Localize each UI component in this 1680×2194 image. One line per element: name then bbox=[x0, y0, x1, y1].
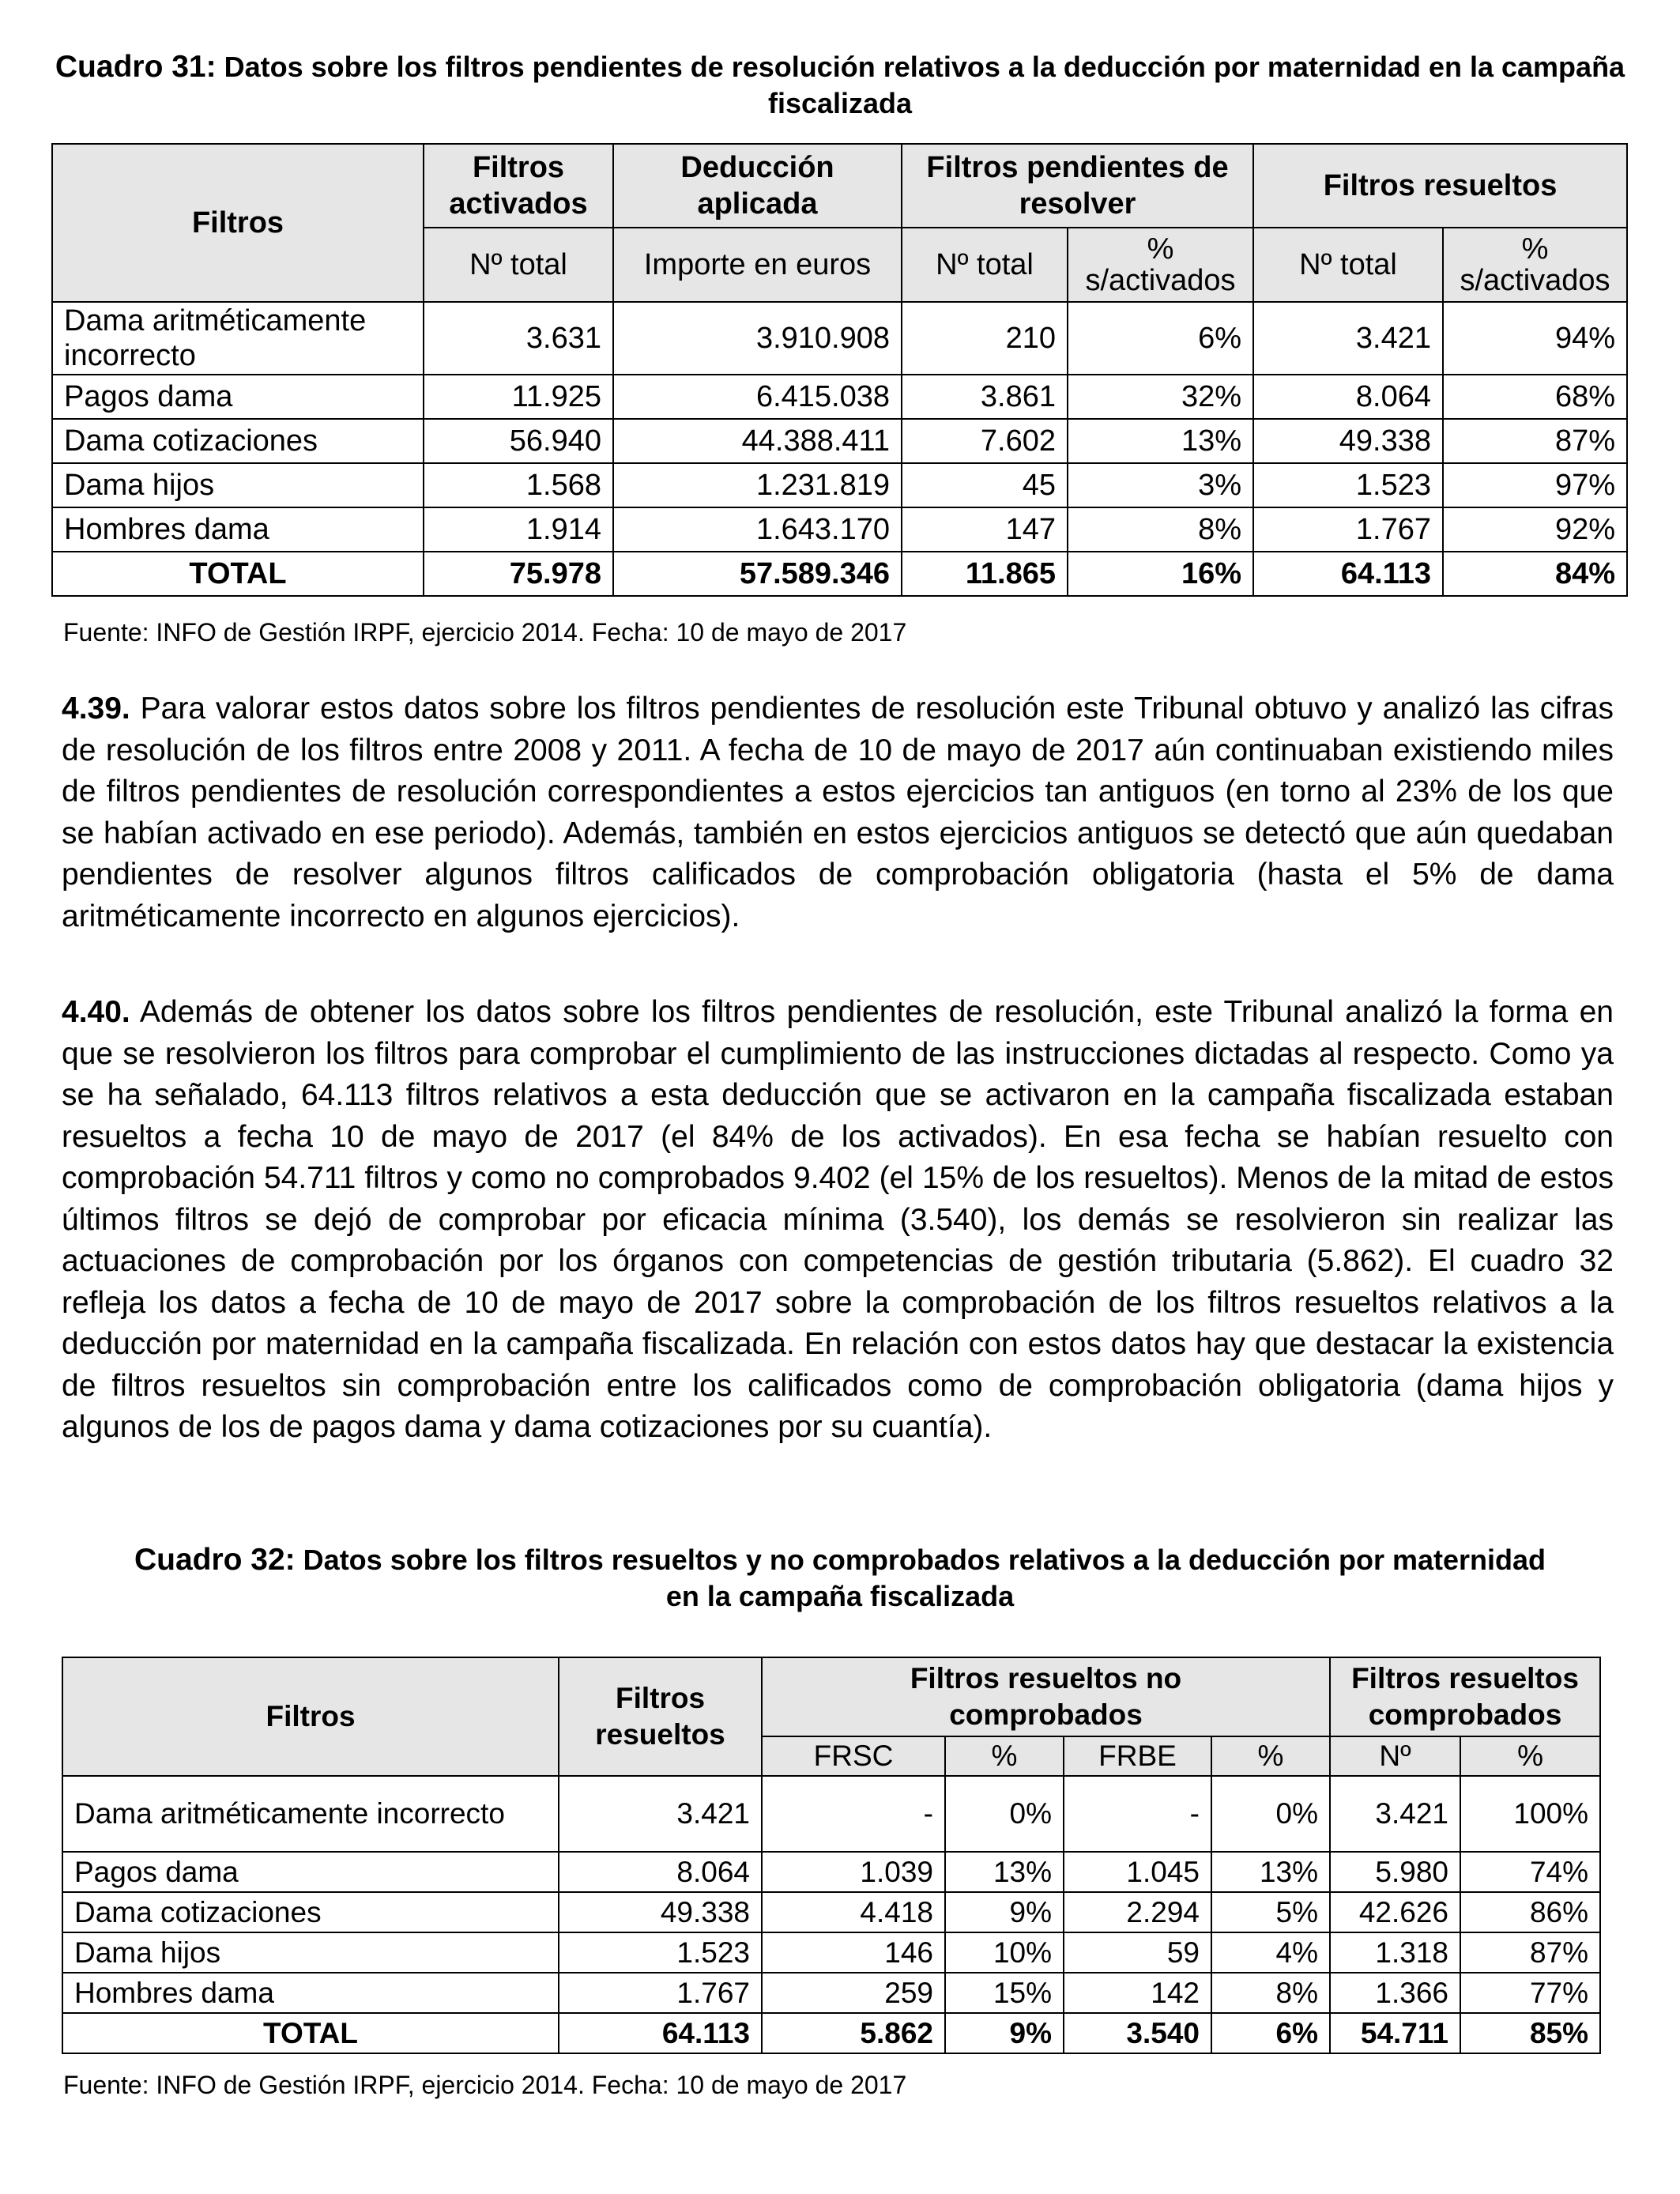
t31-sub-header: Nº total bbox=[1253, 228, 1443, 302]
cell: 8% bbox=[1211, 1973, 1330, 2013]
cell: 146 bbox=[762, 1932, 945, 1973]
table-row bbox=[52, 419, 1627, 463]
cell: 1.767 bbox=[1253, 507, 1443, 552]
paragraph-number: 4.39. bbox=[62, 692, 130, 726]
cell: 5% bbox=[1211, 1892, 1330, 1932]
cell: 0% bbox=[945, 1776, 1064, 1852]
row-label: Hombres dama bbox=[62, 1973, 559, 2013]
cell: 100% bbox=[1460, 1776, 1600, 1852]
total-cell: 54.711 bbox=[1330, 2013, 1460, 2053]
cell: 1.366 bbox=[1330, 1973, 1460, 2013]
total-cell: 16% bbox=[1068, 552, 1253, 596]
table32-caption bbox=[119, 1542, 1561, 1615]
t31-sub-header: Importe en euros bbox=[613, 228, 902, 302]
cell: 7.602 bbox=[902, 419, 1068, 463]
cell: 1.767 bbox=[559, 1973, 762, 2013]
cell: 42.626 bbox=[1330, 1892, 1460, 1932]
cell: 142 bbox=[1064, 1973, 1211, 2013]
row-label: Dama cotizaciones bbox=[62, 1892, 559, 1932]
cell: 6.415.038 bbox=[613, 375, 902, 419]
paragraph-text: Además de obtener los datos sobre los filtros pendientes de resolución, este Tribunal analizó la forma en que se resolvieron los filtros para comprobar el cumplimiento de las instrucciones dictadas al respecto. Como ya se ha señalado, 64.113 filtros relativos a esta deducción que se activaron en la campaña fiscalizada estaban resueltos a fecha 10 de mayo de 2017 (el 84% de los activados). En esa fecha se habían resuelto con comprobación 54.711 filtros y como no comprobados 9.402 (el 15% de los resueltos). Menos de la mitad de estos últimos filtros se dejó de comprobar por eficacia mínima (3.540), los demás se resolvieron sin realizar las actuaciones de comprobación por los órganos con competencias de gestión tributaria (5.862). El cuadro 32 refleja los datos a fecha de 10 de mayo de 2017 sobre la comprobación de los filtros resueltos relativos a la deducción por maternidad en la campaña fiscalizada. En relación con estos datos hay que destacar la existencia de filtros resueltos sin comprobación entre los calificados como de comprobación obligatoria (dama hijos y algunos de los de pagos dama y dama cotizaciones por su cuantía). bbox=[62, 995, 1614, 1444]
cell: 59 bbox=[1064, 1932, 1211, 1973]
cell: 13% bbox=[1211, 1852, 1330, 1892]
paragraph-4-40 bbox=[62, 992, 1614, 1449]
total-cell: 5.862 bbox=[762, 2013, 945, 2053]
total-cell: 6% bbox=[1211, 2013, 1330, 2053]
cell: 1.045 bbox=[1064, 1852, 1211, 1892]
t32-sub-header: FRBE bbox=[1064, 1736, 1211, 1776]
cell: 49.338 bbox=[1253, 419, 1443, 463]
table-row bbox=[62, 1776, 1600, 1852]
cell: - bbox=[762, 1776, 945, 1852]
cell: 87% bbox=[1443, 419, 1627, 463]
cell: 44.388.411 bbox=[613, 419, 902, 463]
t32-sub-header: % bbox=[1211, 1736, 1330, 1776]
cell: 1.568 bbox=[424, 463, 613, 507]
t31-sub-header: Nº total bbox=[424, 228, 613, 302]
cell: 1.039 bbox=[762, 1852, 945, 1892]
cell: 3.421 bbox=[1330, 1776, 1460, 1852]
cell: 9% bbox=[945, 1892, 1064, 1932]
cell: 3.910.908 bbox=[613, 302, 902, 375]
cell: 92% bbox=[1443, 507, 1627, 552]
table31 bbox=[51, 143, 1628, 597]
cell: 2.294 bbox=[1064, 1892, 1211, 1932]
table-row bbox=[62, 1852, 1600, 1892]
table-row bbox=[62, 1973, 1600, 2013]
t31-header-filtros: Filtros bbox=[52, 144, 424, 302]
table-row bbox=[52, 507, 1627, 552]
t32-sub-header: Nº bbox=[1330, 1736, 1460, 1776]
total-cell: 85% bbox=[1460, 2013, 1600, 2053]
cell: 86% bbox=[1460, 1892, 1600, 1932]
t32-header-filtros: Filtros bbox=[62, 1657, 559, 1776]
total-cell: 9% bbox=[945, 2013, 1064, 2053]
cell: 15% bbox=[945, 1973, 1064, 2013]
cell: 45 bbox=[902, 463, 1068, 507]
t32-header-comprobados: Filtros resueltos comprobados bbox=[1330, 1657, 1600, 1736]
table-total-row bbox=[62, 2013, 1600, 2053]
total-label: TOTAL bbox=[62, 2013, 559, 2053]
cell: 1.523 bbox=[559, 1932, 762, 1973]
total-label: TOTAL bbox=[52, 552, 424, 596]
row-label: Hombres dama bbox=[52, 507, 424, 552]
t32-header-resueltos: Filtros resueltos bbox=[559, 1657, 762, 1776]
cell: 8.064 bbox=[1253, 375, 1443, 419]
cell: 5.980 bbox=[1330, 1852, 1460, 1892]
t31-header-pendientes: Filtros pendientes de resolver bbox=[902, 144, 1253, 228]
t32-sub-header: % bbox=[945, 1736, 1064, 1776]
cell: - bbox=[1064, 1776, 1211, 1852]
t31-header-deduccion: Deducción aplicada bbox=[613, 144, 902, 228]
cell: 1.318 bbox=[1330, 1932, 1460, 1973]
cell: 8% bbox=[1068, 507, 1253, 552]
table31-caption-lead: Cuadro 31: bbox=[55, 50, 217, 84]
t31-sub-header: % s/activados bbox=[1068, 228, 1253, 302]
cell: 13% bbox=[1068, 419, 1253, 463]
table32-source: Fuente: INFO de Gestión IRPF, ejercicio 2014. Fecha: 10 de mayo de 2017 bbox=[63, 2071, 907, 2099]
t31-header-activados: Filtros activados bbox=[424, 144, 613, 228]
table-row bbox=[62, 1892, 1600, 1932]
t32-header-no-comprobados: Filtros resueltos no comprobados bbox=[762, 1657, 1330, 1736]
cell: 3.861 bbox=[902, 375, 1068, 419]
table-row bbox=[62, 1932, 1600, 1973]
cell: 4% bbox=[1211, 1932, 1330, 1973]
cell: 4.418 bbox=[762, 1892, 945, 1932]
cell: 1.231.819 bbox=[613, 463, 902, 507]
table32-caption-text: Datos sobre los filtros resueltos y no comprobados relativos a la deducción por maternidad en la campaña fiscalizada bbox=[303, 1544, 1546, 1612]
table32-caption-lead: Cuadro 32: bbox=[134, 1543, 296, 1577]
cell: 0% bbox=[1211, 1776, 1330, 1852]
cell: 94% bbox=[1443, 302, 1627, 375]
total-cell: 84% bbox=[1443, 552, 1627, 596]
total-cell: 75.978 bbox=[424, 552, 613, 596]
cell: 77% bbox=[1460, 1973, 1600, 2013]
table-row bbox=[52, 302, 1627, 375]
cell: 56.940 bbox=[424, 419, 613, 463]
cell: 74% bbox=[1460, 1852, 1600, 1892]
table31-caption-text: Datos sobre los filtros pendientes de resolución relativos a la deducción por maternidad en la campaña fiscalizada bbox=[224, 51, 1625, 119]
total-cell: 57.589.346 bbox=[613, 552, 902, 596]
table32 bbox=[62, 1657, 1601, 2054]
row-label: Dama aritméticamente incorrecto bbox=[52, 302, 424, 375]
t31-sub-header: % s/activados bbox=[1443, 228, 1627, 302]
cell: 147 bbox=[902, 507, 1068, 552]
row-label: Dama hijos bbox=[62, 1932, 559, 1973]
table-total-row bbox=[52, 552, 1627, 596]
total-cell: 11.865 bbox=[902, 552, 1068, 596]
cell: 6% bbox=[1068, 302, 1253, 375]
total-cell: 3.540 bbox=[1064, 2013, 1211, 2053]
cell: 49.338 bbox=[559, 1892, 762, 1932]
row-label: Dama aritméticamente incorrecto bbox=[62, 1776, 559, 1852]
table-row bbox=[52, 463, 1627, 507]
cell: 3.421 bbox=[559, 1776, 762, 1852]
t31-header-resueltos: Filtros resueltos bbox=[1253, 144, 1627, 228]
cell: 1.643.170 bbox=[613, 507, 902, 552]
cell: 3.631 bbox=[424, 302, 613, 375]
row-label: Dama hijos bbox=[52, 463, 424, 507]
cell: 13% bbox=[945, 1852, 1064, 1892]
table31-source: Fuente: INFO de Gestión IRPF, ejercicio 2014. Fecha: 10 de mayo de 2017 bbox=[63, 618, 907, 647]
paragraph-text: Para valorar estos datos sobre los filtros pendientes de resolución este Tribunal obtuvo y analizó las cifras de resolución de los filtros entre 2008 y 2011. A fecha de 10 de mayo de 2017 aún continuaban existiendo miles de filtros pendientes de resolución correspondientes a estos ejercicios tan antiguos (en torno al 23% de los que se habían activado en ese periodo). Además, también en estos ejercicios antiguos se detectó que aún quedaban pendientes de resolver algunos filtros calificados de comprobación obligatoria (hasta el 5% de dama aritméticamente incorrecto en algunos ejercicios). bbox=[62, 692, 1614, 933]
total-cell: 64.113 bbox=[1253, 552, 1443, 596]
paragraph-4-39 bbox=[62, 688, 1614, 937]
cell: 210 bbox=[902, 302, 1068, 375]
t32-sub-header: % bbox=[1460, 1736, 1600, 1776]
cell: 3.421 bbox=[1253, 302, 1443, 375]
cell: 32% bbox=[1068, 375, 1253, 419]
cell: 11.925 bbox=[424, 375, 613, 419]
cell: 68% bbox=[1443, 375, 1627, 419]
cell: 87% bbox=[1460, 1932, 1600, 1973]
cell: 259 bbox=[762, 1973, 945, 2013]
t32-sub-header: FRSC bbox=[762, 1736, 945, 1776]
row-label: Pagos dama bbox=[52, 375, 424, 419]
cell: 97% bbox=[1443, 463, 1627, 507]
cell: 1.914 bbox=[424, 507, 613, 552]
row-label: Pagos dama bbox=[62, 1852, 559, 1892]
cell: 3% bbox=[1068, 463, 1253, 507]
table31-caption bbox=[47, 49, 1633, 122]
cell: 8.064 bbox=[559, 1852, 762, 1892]
row-label: Dama cotizaciones bbox=[52, 419, 424, 463]
t31-sub-header: Nº total bbox=[902, 228, 1068, 302]
cell: 1.523 bbox=[1253, 463, 1443, 507]
table-row bbox=[52, 375, 1627, 419]
cell: 10% bbox=[945, 1932, 1064, 1973]
total-cell: 64.113 bbox=[559, 2013, 762, 2053]
paragraph-number: 4.40. bbox=[62, 995, 130, 1029]
